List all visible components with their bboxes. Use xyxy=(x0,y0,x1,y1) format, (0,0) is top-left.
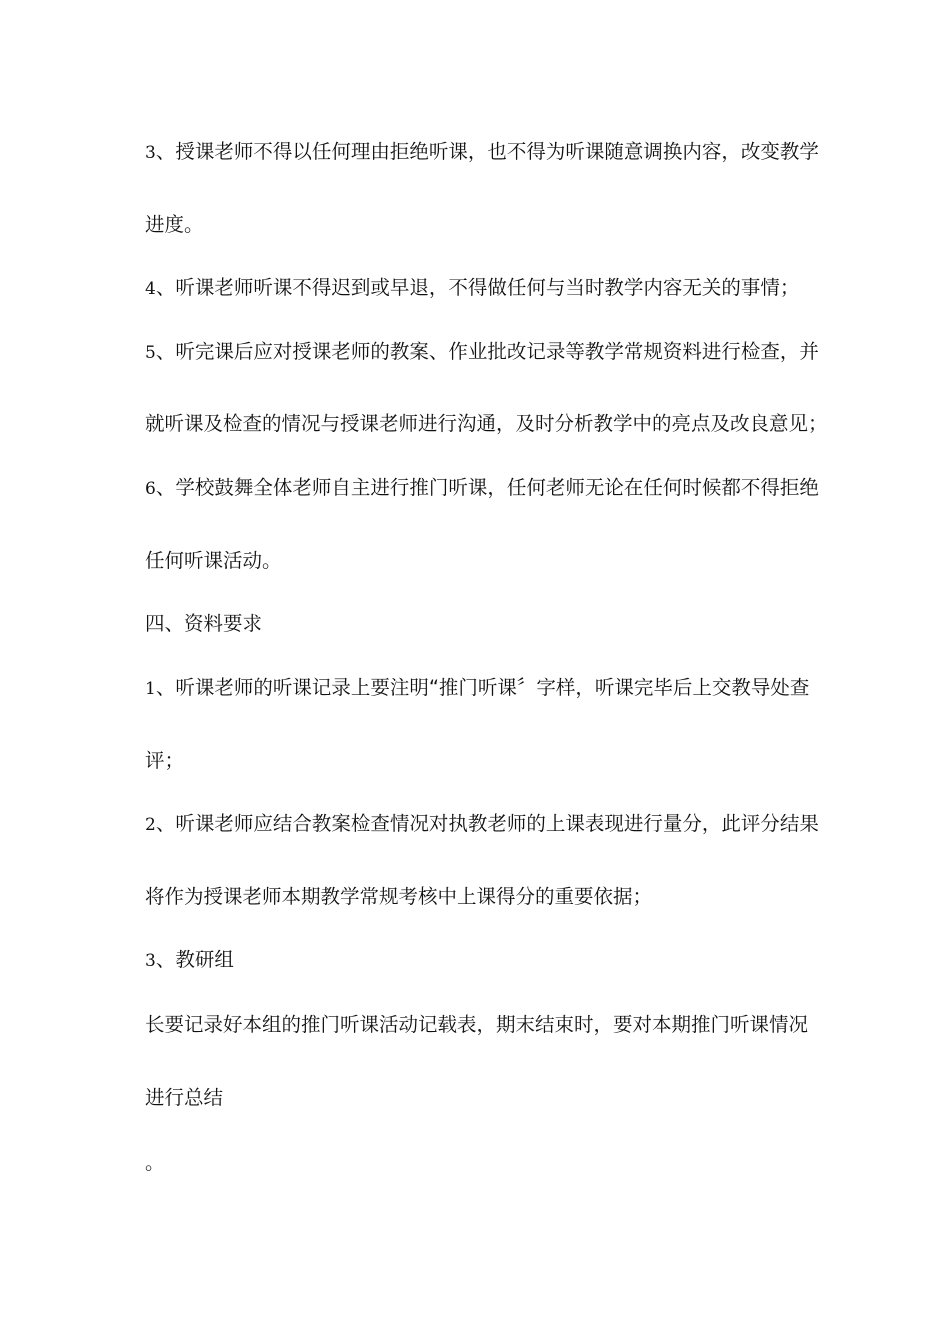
line-text: 。 xyxy=(145,1151,165,1174)
line-text: 进行总结 xyxy=(145,1086,224,1109)
line-text: 、听课老师的听课记录上要注明“推门听课〞字样，听课完毕后上交教导处查 xyxy=(155,676,810,699)
line-text: 、听完课后应对授课老师的教案、作业批改记录等教学常规资料进行检查，并 xyxy=(155,340,819,363)
item-number: 5 xyxy=(145,343,156,363)
text-line xyxy=(145,411,828,438)
text-line xyxy=(145,1012,825,1039)
line-text: 就听课及检查的情况与授课老师进行沟通，及时分析教学中的亮点及改良意见； xyxy=(145,412,828,435)
line-text: 、教研组 xyxy=(155,948,234,971)
item-number: 4 xyxy=(145,279,156,299)
text-line xyxy=(145,475,825,502)
text-line xyxy=(145,548,825,575)
line-text: 将作为授课老师本期教学常规考核中上课得分的重要依据； xyxy=(145,885,653,908)
text-line xyxy=(145,1085,825,1112)
text-line xyxy=(145,947,825,974)
text-line xyxy=(145,339,825,366)
item-number: 1 xyxy=(145,679,156,699)
line-text: 长要记录好本组的推门听课活动记载表，期末结束时，要对本期推门听课情况 xyxy=(145,1013,809,1036)
line-text: 进度。 xyxy=(145,213,204,236)
text-line xyxy=(145,275,825,302)
line-text: 、授课老师不得以任何理由拒绝听课，也不得为听课随意调换内容，改变教学 xyxy=(155,140,819,163)
item-number: 3 xyxy=(145,951,156,971)
item-number: 6 xyxy=(145,479,156,499)
item-number: 2 xyxy=(145,815,156,835)
text-line xyxy=(145,139,825,166)
line-text: 任何听课活动。 xyxy=(145,549,282,572)
text-line xyxy=(145,675,825,702)
section-heading xyxy=(145,611,825,638)
text-line xyxy=(145,884,825,911)
line-text: 、听课老师听课不得迟到或早退，不得做任何与当时教学内容无关的事情； xyxy=(155,276,800,299)
line-text: 、听课老师应结合教案检查情况对执教老师的上课表现进行量分，此评分结果 xyxy=(155,812,819,835)
text-line xyxy=(145,212,825,239)
text-line xyxy=(145,1150,825,1177)
text-line xyxy=(145,748,825,775)
line-text: 四、资料要求 xyxy=(145,612,263,635)
item-number: 3 xyxy=(145,143,156,163)
line-text: 评； xyxy=(145,749,185,772)
text-line xyxy=(145,811,825,838)
line-text: 、学校鼓舞全体老师自主进行推门听课，任何老师无论在任何时候都不得拒绝 xyxy=(155,476,819,499)
